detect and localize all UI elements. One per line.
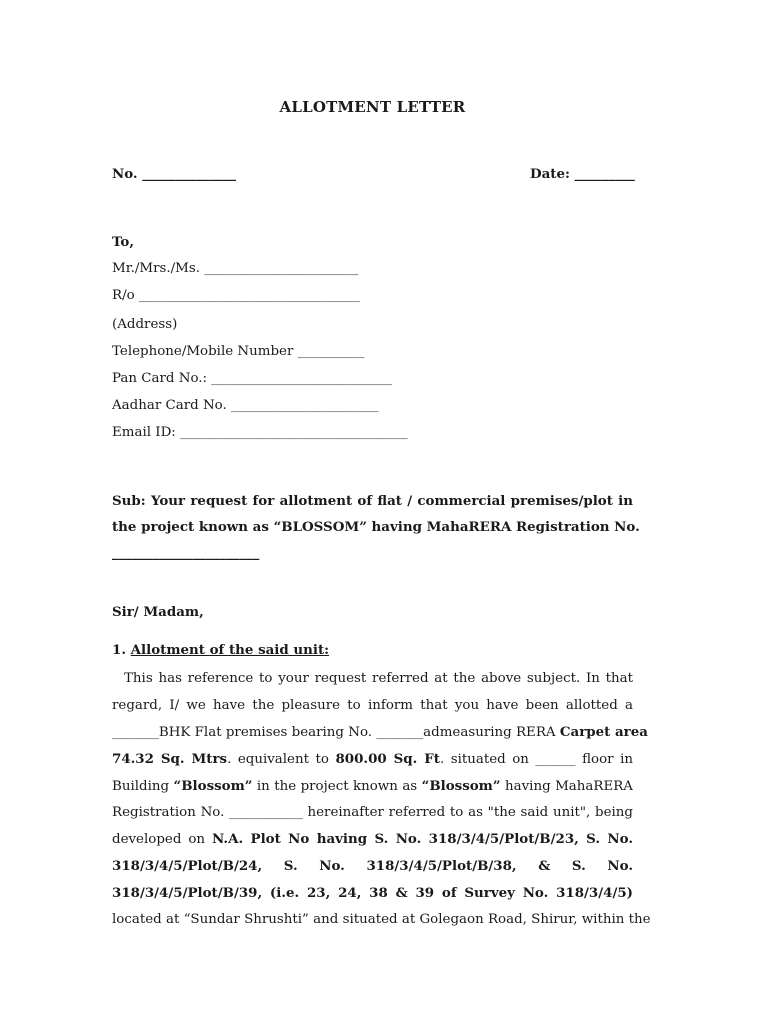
body-text: . situated on ______ floor in (439, 752, 633, 767)
body-line-10: located at “Sundar Shrushti” and situated at Golegaon Road, Shirur, within the (112, 912, 651, 927)
body-line-2: regard, I/ we have the pleasure to inform that you have been allotted a (112, 698, 633, 713)
body-text-bold: “Blossom” (173, 778, 253, 794)
body-line-8: 318/3/4/5/Plot/B/24, S. No. 318/3/4/5/Plot/B/38, & S. No. (112, 858, 633, 874)
date-field: Date: _________ (530, 166, 635, 182)
body-text-bold: N.A. Plot No having S. No. 318/3/4/5/Plot/B/23, S. No. (212, 831, 633, 847)
body-line-1: This has reference to your request referred at the above subject. In that (124, 671, 633, 686)
document-title: ALLOTMENT LETTER (279, 98, 466, 116)
subject-line-2: the project known as “BLOSSOM” having MahaRERA Registration No. (112, 519, 640, 535)
body-text-bold: “Blossom” (421, 778, 501, 794)
section-heading (112, 642, 329, 658)
reference-number: No. ______________ (112, 166, 236, 182)
body-line-4 (112, 750, 633, 769)
recipient-email: Email ID: __________________________________ (112, 425, 408, 440)
body-text: Building (112, 779, 170, 794)
body-text-bold: 800.00 Sq. Ft (335, 751, 440, 767)
document-page (112, 0, 651, 1024)
body-text-bold: 74.32 Sq. Mtrs (112, 751, 228, 767)
recipient-to: To, (112, 234, 135, 250)
body-text: having MahaRERA (504, 779, 633, 794)
body-text: _______BHK Flat premises bearing No. _______admeasuring RERA (112, 725, 556, 740)
body-line-9: 318/3/4/5/Plot/B/39, (i.e. 23, 24, 38 & 39 of Survey No. 318/3/4/5) (112, 885, 633, 901)
recipient-name: Mr./Mrs./Ms. _______________________ (112, 261, 359, 276)
body-line-3 (112, 723, 648, 742)
body-text-bold: Carpet area (559, 724, 648, 740)
body-line-5 (112, 777, 633, 796)
subject-line-3: ______________________ (112, 545, 260, 561)
recipient-residence: R/o _________________________________ (112, 288, 360, 303)
recipient-phone: Telephone/Mobile Number __________ (112, 344, 365, 359)
recipient-address: (Address) (112, 317, 178, 332)
recipient-pan: Pan Card No.: ___________________________ (112, 371, 393, 386)
body-text: . equivalent to (227, 752, 329, 767)
body-line-7 (112, 830, 633, 849)
subject-line-1: Sub: Your request for allotment of flat / commercial premises/plot in (112, 493, 633, 509)
section-number: 1. (112, 642, 126, 658)
body-text: in the project known as (256, 779, 418, 794)
body-text: developed on (112, 832, 206, 847)
salutation: Sir/ Madam, (112, 604, 204, 620)
recipient-aadhar: Aadhar Card No. ______________________ (112, 398, 379, 413)
body-line-6: Registration No. ___________ hereinafter referred to as "the said unit", being (112, 805, 633, 820)
section-title: Allotment of the said unit: (130, 642, 330, 658)
